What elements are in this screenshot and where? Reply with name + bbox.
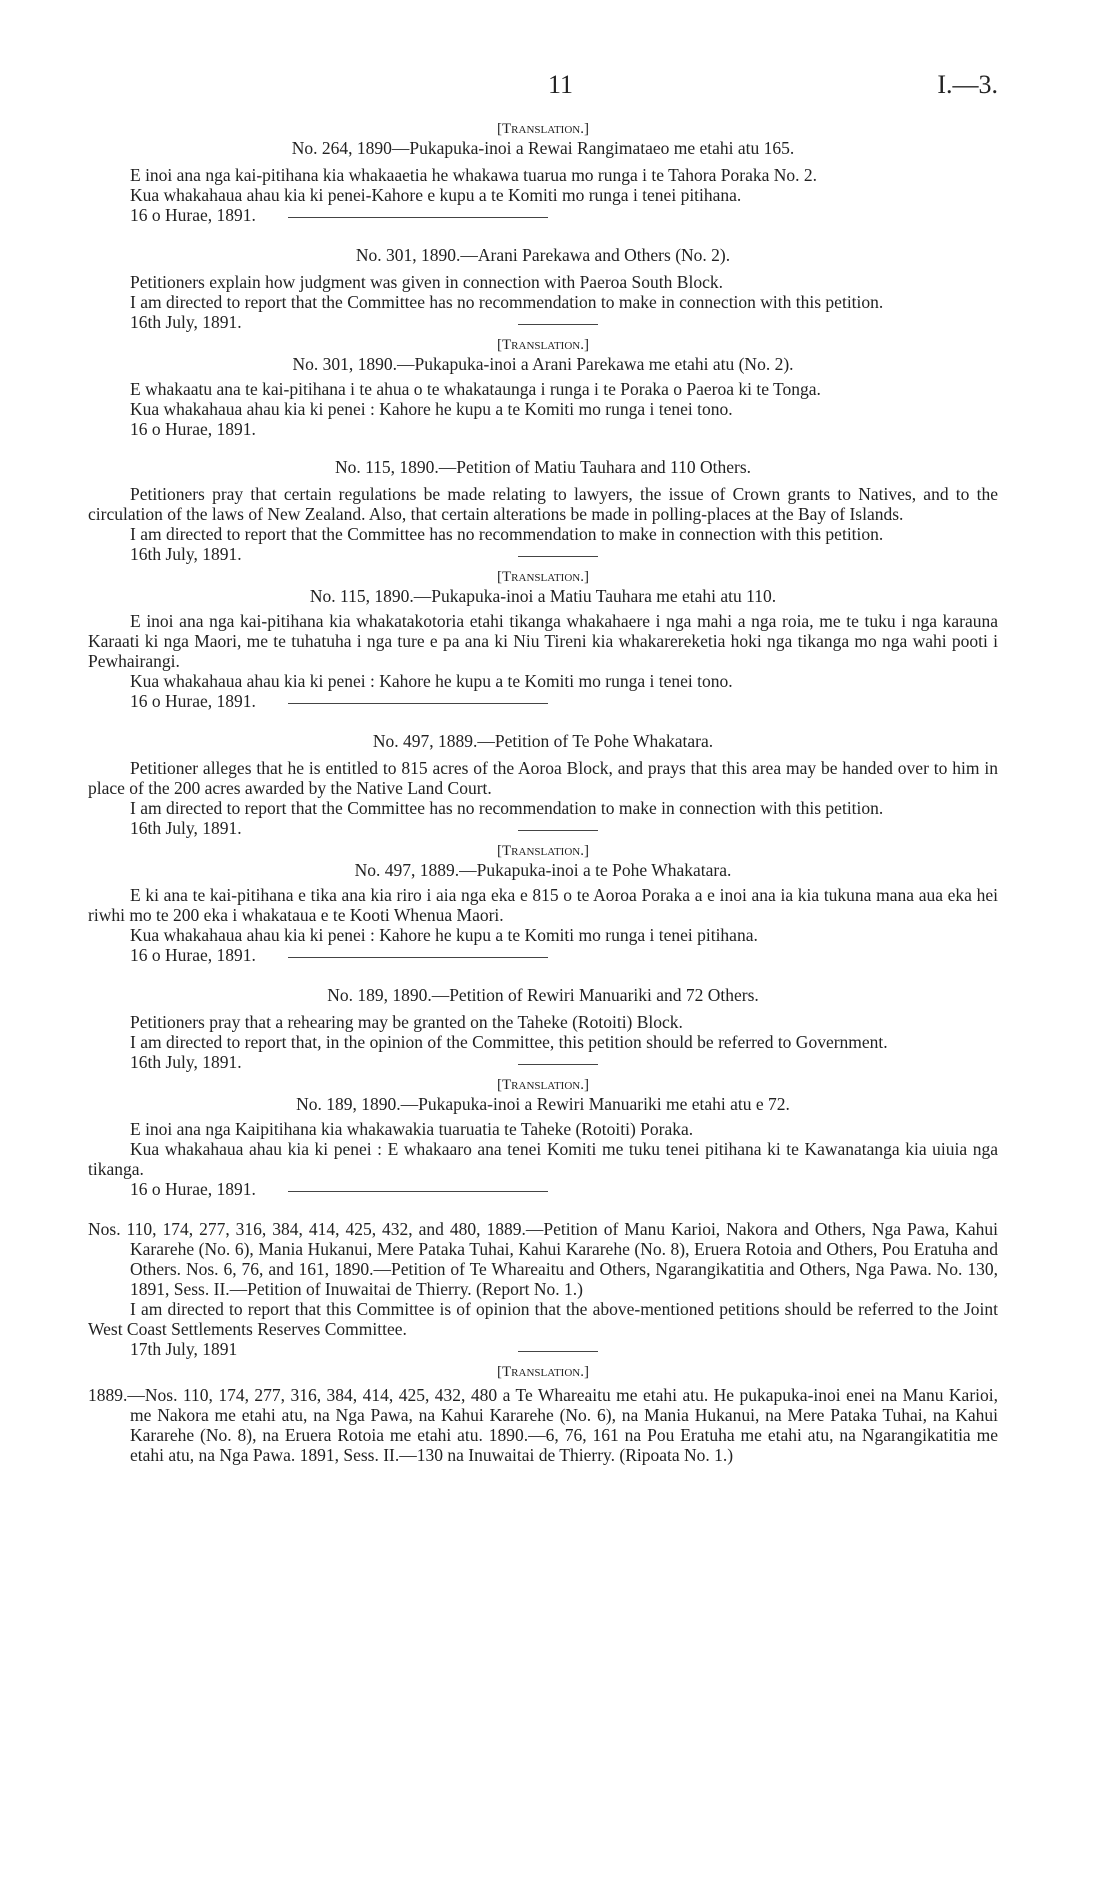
body-paragraph: Nos. 110, 174, 277, 316, 384, 414, 425, 432, and 480, 1889.—Petition of Manu Karioi, Nakora and Others, Nga Pawa, Kahui Kararehe (No. 6), Mania Hukanui, Mere Pataka Tuhai, Kahui Kararehe (No. 8), Eruera Rotoia and Others, Pou Eratuha and Others. Nos. 6, 76, and 161, 1890.—Petition of Te Whareaitu and Others, Ngarangikatitia and Others, Nga Pawa. No. 130, 1891, Sess. II.—Petition of Inuwaitai de Thierry. (Report No. 1.) — [88, 1219, 998, 1299]
translation-paragraph: E inoi ana nga Kaipitihana kia whakawakia tuaruatia te Taheke (Rotoiti) Poraka. — [130, 1119, 694, 1139]
section-497 — [88, 731, 998, 967]
short-divider — [518, 324, 598, 325]
translation-label: [Translation.] — [497, 1364, 589, 1380]
body-paragraph: I am directed to report that the Committee has no recommendation to make in connection with this petition. — [130, 524, 884, 544]
section-189 — [88, 985, 998, 1201]
body-paragraph: Petitioners explain how judgment was given in connection with Paeroa South Block. — [130, 272, 723, 292]
translation-paragraph: E inoi ana nga kai-pitihana kia whakatakotoria etahi tikanga whakahaere i nga mahi a nga roia, me te tuku i nga karauna Karaati ki nga Maori, me te tuhatuha i nga ture e pa ana ki Niu Tireni kia whakarereketia hoki nga tikanga mo nga wahi pooti i Pewhairangi. — [88, 611, 998, 671]
date-line: 16 o Hurae, 1891. — [130, 205, 256, 225]
translation-title: No. 301, 1890.—Pukapuka-inoi a Arani Parekawa me etahi atu (No. 2). — [292, 354, 794, 374]
date-line: 16th July, 1891. — [130, 1052, 242, 1072]
date-line: 16th July, 1891. — [130, 818, 242, 838]
date-line: 16 o Hurae, 1891. — [130, 945, 256, 965]
section-301 — [88, 245, 998, 439]
short-divider — [518, 830, 598, 831]
date-line: 16 o Hurae, 1891. — [130, 419, 256, 439]
translation-paragraph: E whakaatu ana te kai-pitihana i te ahua o te whakataunga i runga i te Poraka o Paeroa ki te Tonga. — [130, 379, 821, 399]
translation-title: No. 189, 1890.—Pukapuka-inoi a Rewiri Manuariki me etahi atu e 72. — [296, 1094, 790, 1114]
section-264-translation — [88, 120, 998, 227]
section-115 — [88, 457, 998, 713]
section-divider — [288, 217, 548, 218]
short-divider — [518, 556, 598, 557]
section-title: No. 301, 1890.—Arani Parekawa and Others (No. 2). — [355, 245, 731, 265]
translation-paragraph: Kua whakahaua ahau kia ki penei : Kahore he kupu a te Komiti mo runga i tenei pitihana. — [130, 925, 758, 945]
translation-paragraph: E ki ana te kai-pitihana e tika ana kia riro i aia nga eka e 815 o te Aoroa Poraka a e inoi ana ia kia tukuna mana aua eka hei riwhi mo te 200 eka i whakataua e te Kooti Whenua Maori. — [88, 885, 998, 925]
section-title: No. 115, 1890.—Petition of Matiu Tauhara and 110 Others. — [334, 457, 752, 477]
body-paragraph: I am directed to report that the Committee has no recommendation to make in connection with this petition. — [130, 798, 884, 818]
date-line: 16 o Hurae, 1891. — [130, 691, 256, 711]
document-reference: I.—3. — [937, 70, 998, 99]
date-line: 17th July, 1891 — [130, 1339, 238, 1359]
document-page — [88, 62, 998, 1465]
body-paragraph: Petitioners pray that certain regulations be made relating to lawyers, the issue of Crown grants to Natives, and to the circulation of the laws of New Zealand. Also, that certain alterations be made in polling-places at the Bay of Islands. — [88, 484, 998, 524]
section-joint-west-coast — [88, 1219, 998, 1465]
translation-paragraph: Kua whakahaua ahau kia ki penei : Kahore he kupu a te Komiti mo runga i tenei tono. — [130, 671, 733, 691]
body-paragraph: I am directed to report that the Committee has no recommendation to make in connection with this petition. — [130, 292, 884, 312]
translation-paragraph: Kua whakahaua ahau kia ki penei : E whakaaro ana tenei Komiti me tuku tenei pitihana ki te Kawanatanga kia uiuia nga tikanga. — [88, 1139, 998, 1179]
translation-label: [Translation.] — [497, 569, 589, 585]
section-divider — [288, 957, 548, 958]
body-paragraph: E inoi ana nga kai-pitihana kia whakaaetia he whakawa tuarua mo runga i te Tahora Poraka No. 2. — [130, 165, 818, 185]
body-paragraph: I am directed to report that this Committee is of opinion that the above-mentioned petitions should be referred to the Joint West Coast Settlements Reserves Committee. — [88, 1299, 998, 1339]
body-paragraph: Petitioners pray that a rehearing may be granted on the Taheke (Rotoiti) Block. — [130, 1012, 683, 1032]
page-number: 11 — [548, 70, 574, 99]
body-paragraph: I am directed to report that, in the opinion of the Committee, this petition should be referred to Government. — [130, 1032, 888, 1052]
translation-label: [Translation.] — [497, 843, 589, 859]
date-line: 16 o Hurae, 1891. — [130, 1179, 256, 1199]
body-paragraph: Kua whakahaua ahau kia ki penei-Kahore e kupu a te Komiti mo runga i tenei pitihana. — [130, 185, 742, 205]
translation-label: [Translation.] — [497, 337, 589, 353]
translation-paragraph: 1889.—Nos. 110, 174, 277, 316, 384, 414, 425, 432, 480 a Te Whareaitu me etahi atu. He pukapuka-inoi enei na Manu Karioi, me Nakora me etahi atu, na Nga Pawa, na Kahui Kararehe (No. 6), na Mania Hukanui, na Mere Pataka Tuhai, na Kahui Kararehe (No. 8), na Eruera Rotoia me etahi atu. 1890.—6, 76, 161 na Pou Eratuha me etahi atu, na Ngarangikatitia me etahi atu, na Nga Pawa. 1891, Sess. II.—130 na Inuwaitai de Thierry. (Ripoata No. 1.) — [88, 1385, 998, 1465]
translation-paragraph: Kua whakahaua ahau kia ki penei : Kahore he kupu a te Komiti mo runga i tenei tono. — [130, 399, 733, 419]
section-divider — [288, 703, 548, 704]
translation-title: No. 497, 1889.—Pukapuka-inoi a te Pohe Whakatara. — [354, 860, 732, 880]
short-divider — [518, 1064, 598, 1065]
short-divider — [518, 1351, 598, 1352]
translation-label: [Translation.] — [497, 121, 589, 137]
body-paragraph: Petitioner alleges that he is entitled to 815 acres of the Aoroa Block, and prays that this area may be handed over to him in place of the 200 acres awarded by the Native Land Court. — [88, 758, 998, 798]
section-divider — [288, 1191, 548, 1192]
section-title: No. 497, 1889.—Petition of Te Pohe Whakatara. — [372, 731, 714, 751]
page-header — [88, 62, 998, 114]
date-line: 16th July, 1891. — [130, 312, 242, 332]
section-title: No. 264, 1890—Pukapuka-inoi a Rewai Rangimataeo me etahi atu 165. — [291, 138, 795, 158]
translation-label: [Translation.] — [497, 1077, 589, 1093]
section-title: No. 189, 1890.—Petition of Rewiri Manuariki and 72 Others. — [327, 985, 759, 1005]
date-line: 16th July, 1891. — [130, 544, 242, 564]
translation-title: No. 115, 1890.—Pukapuka-inoi a Matiu Tauhara me etahi atu 110. — [309, 586, 777, 606]
